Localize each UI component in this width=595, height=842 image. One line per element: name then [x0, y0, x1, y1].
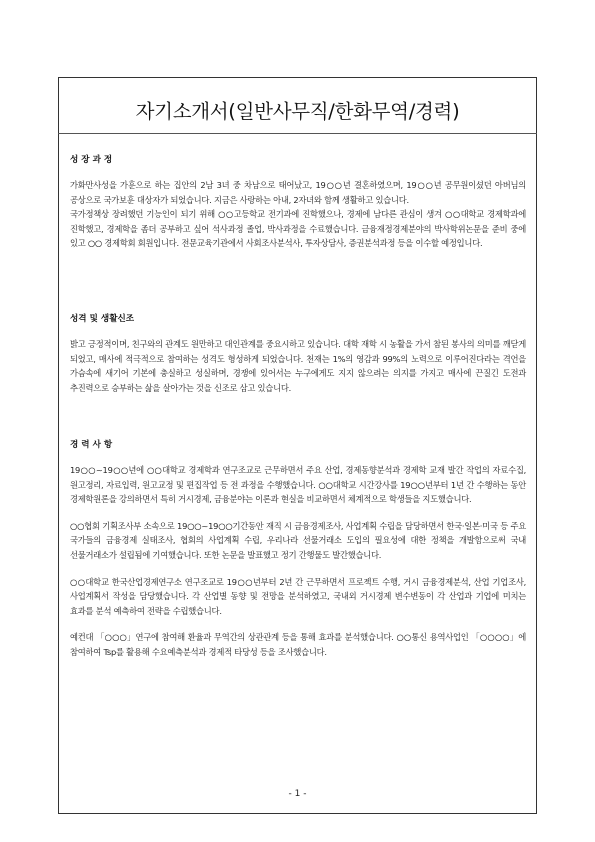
paragraph: 밝고 긍정적이며, 친구와의 관계도 원만하고 대인관계를 중요시하고 있습니다. 대학 재학 시 농활을 가서 참된 봉사의 의미를 깨닫게 되었고, 매사에 적극적으로 참여하는 성격도 형성하게 되었습니다. 천재는 1%의 영감과 99%의 노력으로 이루어진다라는 격언을 가슴속에 새기어 기본에 충실하고 성실하며, 경쟁에 있어서는 누구에게도 지지 않으려는 의지를 가지고 매사에 끈질긴 도전과 추진력으로 승부하는 삶을 살아가는 것을 신조로 삼고 있습니다.	[70, 339, 526, 393]
section-personality	[70, 312, 526, 395]
paragraph: 국가정책상 장려했던 기능인이 되기 위해 ○○고등학교 전기과에 진학했으나, 경제에 남다른 관심이 생겨 ○○대학교 경제학과에 진학했고, 경제학을 좀더 공부하고 싶어 석사과정 졸업, 박사과정을 수료했습니다. 금융재정경제분야의 박사학위논문을 준비 중에 있고 ○○ 경제학회 회원입니다. 전문교육기관에서 사회조사분석사, 투자상담사, 증권분석과정 등을 이수할 예정입니다.	[70, 209, 526, 249]
section-growth	[70, 153, 526, 251]
paragraph: 예컨대 「○○○」연구에 참여해 환율과 무역간의 상관관계 등을 통해 효과를 분석했습니다. ○○통신 용역사업인 「○○○○」에 참여하여 Tsp를 활용해 수요예측분석과 경제적 타당성 등을 조사했습니다.	[70, 632, 526, 657]
section-heading-personality: 성격 및 생활신조	[70, 314, 135, 324]
section-heading-growth: 성 장 과 정	[70, 155, 113, 165]
paragraph: ○○대학교 한국산업경제연구소 연구조교로 19○○년부터 2년 간 근무하면서 프로젝트 수행, 거시 금융경제분석, 산업 기업조사, 사업계획서 작성을 담당했습니다. 각 산업별 동향 및 전망을 분석하였고, 국내외 거시경제 변수변동이 각 산업과 기업에 미치는 효과를 분석 예측하여 전략을 수립했습니다.	[70, 576, 526, 616]
page-number: - 1 -	[288, 789, 307, 799]
section-career	[70, 438, 526, 660]
document-title: 자기소개서(일반사무직/한화무역/경력)	[135, 100, 460, 123]
section-heading-career: 경 력 사 항	[70, 440, 113, 450]
title-divider	[58, 133, 537, 134]
paragraph: ○○협회 기획조사부 소속으로 19○○~19○○기간동안 재직 시 금융경제조사, 사업계획 수립을 담당하면서 한국·일본·미국 등 주요 국가들의 금융경제 실태조사, 협회의 사업계획 수립, 우리나라 선물거래소 도입의 필요성에 대한 정책을 개발함으로써 국내 선물거래소가 설립됨에 기여했습니다. 또한 논문을 발표했고 정기 간행물도 발간했습니다.	[70, 520, 526, 560]
paragraph: 가화만사성을 가훈으로 하는 집안의 2남 3녀 중 차남으로 태어났고, 19○○년 결혼하였으며, 19○○년 공무원이셨던 아버님의 공상으로 국가보훈 대상자가 되었습니다. 지금은 사랑하는 아내, 2자녀와 함께 생활하고 있습니다.	[70, 180, 526, 205]
paragraph: 19○○~19○○년에 ○○대학교 경제학과 연구조교로 근무하면서 주요 산업, 경제동향분석과 경제학 교재 발간 작업의 자료수집, 원고정리, 자료입력, 원고교정 및 편집작업 등 전 과정을 수행했습니다. ○○대학교 시간강사를 19○○년부터 1년 간 수행하는 동안 경제학원론을 강의하면서 특히 거시경제, 금융분야는 이론과 현실을 비교하면서 체계적으로 학생들을 지도했습니다.	[70, 465, 526, 505]
